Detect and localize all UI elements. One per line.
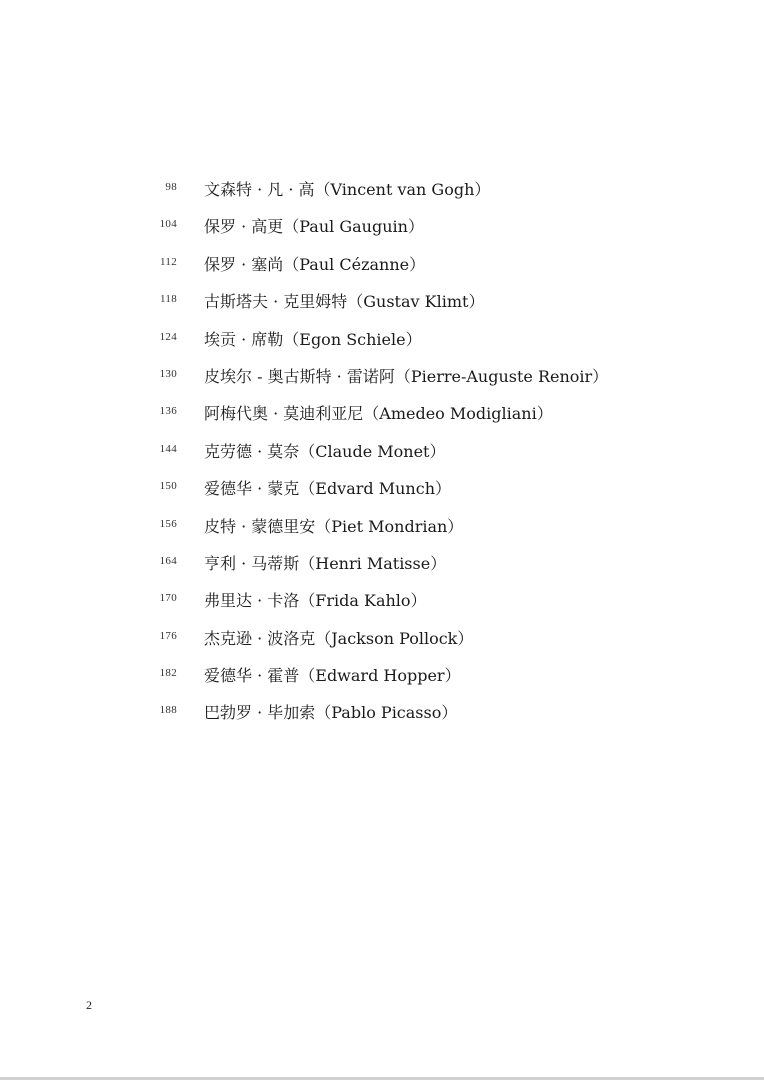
toc-page-number: 118 [160, 293, 177, 306]
toc-entry [0, 394, 764, 431]
toc-page-number: 130 [159, 367, 177, 380]
toc-page-number: 98 [165, 181, 177, 193]
toc-entry-title: 阿梅代奥 · 莫迪利亚尼（Amedeo Modigliani） [204, 404, 553, 424]
toc-entry-title: 爱德华 · 霍普（Edward Hopper） [204, 666, 461, 686]
toc-entry [0, 619, 764, 656]
toc-entry [0, 282, 764, 319]
toc-page-number: 176 [159, 629, 177, 642]
toc-entry-title: 埃贡 · 席勒（Egon Schiele） [204, 329, 422, 349]
toc-page-number: 156 [159, 517, 177, 530]
toc-entry-title: 亨利 · 马蒂斯（Henri Matisse） [204, 553, 447, 573]
toc-entry [0, 170, 764, 207]
toc-entry [0, 432, 764, 469]
toc-entry-title: 皮埃尔 - 奥古斯特 · 雷诺阿（Pierre-Auguste Renoir） [204, 366, 609, 386]
toc-entry [0, 507, 764, 544]
toc-page-number: 170 [159, 592, 177, 605]
toc-entry [0, 245, 764, 282]
toc-entry-title: 杰克逊 · 波洛克（Jackson Pollock） [204, 628, 474, 648]
toc-page-number: 188 [159, 704, 177, 717]
toc-entry-title: 克劳德 · 莫奈（Claude Monet） [204, 441, 446, 461]
toc-entry [0, 656, 764, 693]
toc-entry-title: 保罗 · 塞尚（Paul Cézanne） [204, 254, 426, 274]
page-number: 2 [86, 998, 92, 1012]
table-of-contents [0, 170, 764, 731]
toc-page-number: 124 [159, 330, 177, 343]
toc-page-number: 164 [159, 554, 177, 567]
toc-entry [0, 693, 764, 730]
toc-entry [0, 544, 764, 581]
toc-page-number: 182 [159, 667, 177, 680]
toc-entry [0, 357, 764, 394]
toc-entry-title: 巴勃罗 · 毕加索（Pablo Picasso） [204, 703, 458, 723]
toc-entry [0, 207, 764, 244]
toc-entry-title: 皮特 · 蒙德里安（Piet Mondrian） [204, 516, 464, 536]
toc-entry [0, 581, 764, 618]
toc-page-number: 112 [160, 255, 177, 268]
toc-entry [0, 320, 764, 357]
toc-page-number: 144 [159, 442, 177, 455]
toc-page-number: 136 [159, 405, 177, 418]
toc-entry-title: 保罗 · 高更（Paul Gauguin） [204, 217, 424, 237]
toc-entry-title: 古斯塔夫 · 克里姆特（Gustav Klimt） [204, 292, 485, 312]
toc-entry [0, 469, 764, 506]
toc-page-number: 104 [159, 218, 177, 231]
toc-page-number: 150 [159, 480, 177, 493]
toc-entry-title: 文森特 · 凡 · 高（Vincent van Gogh） [204, 180, 491, 199]
toc-entry-title: 爱德华 · 蒙克（Edvard Munch） [204, 479, 451, 499]
toc-entry-title: 弗里达 · 卡洛（Frida Kahlo） [204, 591, 427, 611]
